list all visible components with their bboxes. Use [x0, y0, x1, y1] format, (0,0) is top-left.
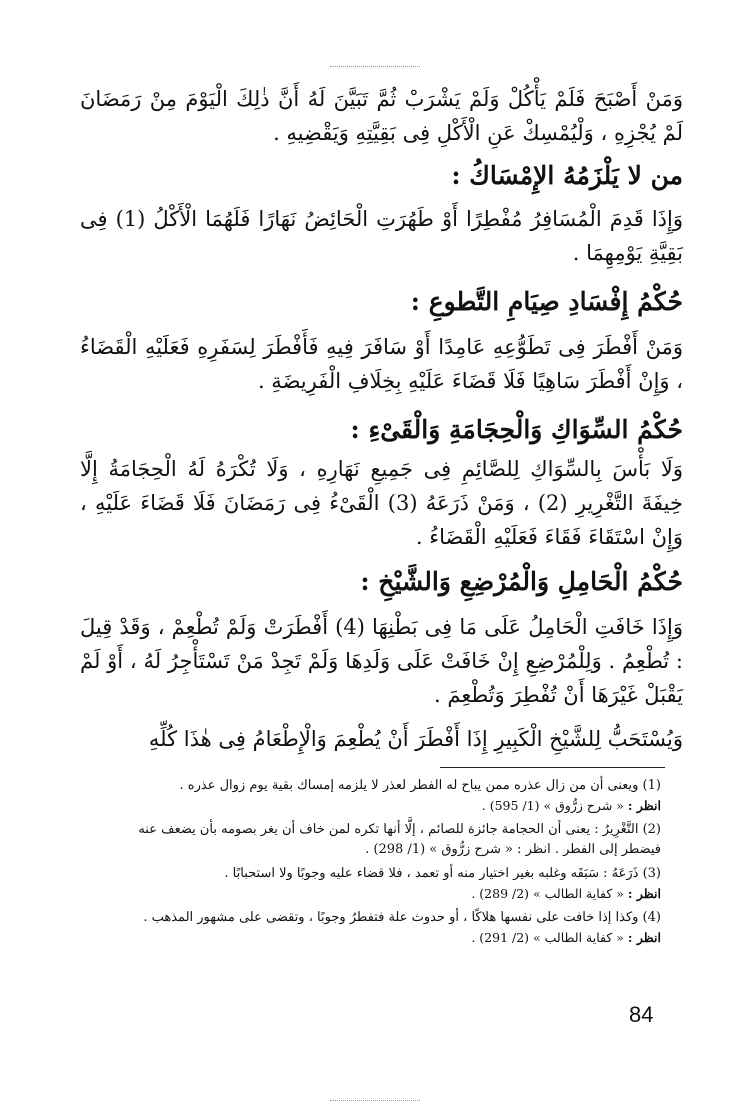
footnote-4: (4) وكذا إذا خافت على نفسها هلاكًا ، أو حدوث علة فتفطرُ وجوبًا ، وتقضى على مشهور المذهب . [143, 910, 661, 925]
paragraph-3: وَمَنْ أَفْطَرَ فِى تَطَوُّعِهِ عَامِدًا أَوْ سَافَرَ فِيهِ فَأَفْطَرَ لِسَفَرِهِ فَعَلَيْهِ الْقَضَاءُ ، وَإِنْ أَفْطَرَ سَاهِيًا فَلَا قَضَاءَ عَلَيْهِ بِخِلَافِ الْفَرِيضَةِ . [80, 335, 683, 393]
footnote-1-reference [95, 796, 661, 816]
heading-voluntary-fast: حُكْمُ إِفْسَادِ صِيَامِ التَّطوعِ : [410, 287, 683, 316]
heading-no-imsak: من لا يَلْزَمُهُ الإِمْسَاكُ : [451, 161, 683, 190]
page-number: 84 [629, 1002, 654, 1027]
paragraph-6: وَيُسْتَحَبُّ لِلشَّيْخِ الْكَبِيرِ إِذَا أَفْطَرَ أَنْ يُطْعِمَ وَالْإِطْعَامُ فِى هٰذَا كُلِّهِ [148, 727, 683, 751]
footnote-1-ref-label: انظر : [627, 798, 661, 813]
bottom-dotted-mark [330, 1100, 420, 1101]
heading-pregnant-nursing: حُكْمُ الْحَامِلِ وَالْمُرْضِعِ وَالشَّيْخِ : [360, 567, 683, 596]
footnote-4-reference [95, 928, 661, 948]
heading-siwak-hijama: حُكْمُ السِّوَاكِ وَالْحِجَامَةِ وَالْقَىْءِ : [350, 415, 683, 444]
footnote-3: (3) ذَرَعَهُ : سَبَقَه وغلبه بغير اختيار منه أو تعمد ، فلا قضاء عليه وجوبًا ولا استحبابًا . [224, 866, 661, 881]
footnote-3-ref-label: انظر : [627, 886, 661, 901]
top-dotted-mark [330, 66, 420, 67]
paragraph-1: وَمَنْ أَصْبَحَ فَلَمْ يَأْكُلْ وَلَمْ يَشْرَبْ ثُمَّ تَبَيَّنَ لَهُ أَنَّ ذٰلِكَ الْيَوْمَ مِنْ رَمَضَانَ لَمْ يُجْزِهِ ، وَلْيُمْسِكْ عَنِ الْأَكْلِ فِى بَقِيَّتِهِ وَيَقْضِيهِ . [80, 87, 683, 145]
footnote-4-ref-source: « كفاية الطالب » (2/ 291) . [471, 930, 624, 945]
paragraph-2: وَإِذَا قَدِمَ الْمُسَافِرُ مُفْطِرًا أَوْ طَهُرَتِ الْحَائِضُ نَهَارًا فَلَهُمَا الْأَكْلُ (1) فِى بَقِيَّةِ يَوْمِهِمَا . [80, 207, 683, 265]
footnotes [95, 776, 661, 952]
footnote-2: (2) التَّغْرِيرُ : يعنى أن الحجامة جائزة للصائم ، إلَّا أنها تكره لمن خاف أن يغر بصومه بأن يضعف عنه فيضطر إلى الفطر . انظر : « شرح زرُّوق » (1/ 298) . [138, 822, 661, 857]
footnote-4-ref-label: انظر : [627, 930, 661, 945]
paragraph-5: وَإِذَا خَافَتِ الْحَامِلُ عَلَى مَا فِى بَطْنِهَا (4) أَفْطَرَتْ وَلَمْ تُطْعِمْ ، وَقَدْ قِيلَ : تُطْعِمُ . وَلِلْمُرْضِعِ إِنْ خَافَتْ عَلَى وَلَدِهَا وَلَمْ تَجِدْ مَنْ تَسْتَأْجِرُ لَهُ ، أَوْ لَمْ يَقْبَلْ غَيْرَهَا أَنْ تُفْطِرَ وَتُطْعِمَ . [80, 615, 684, 707]
footnote-1: (1) ويعنى أن من زال عذره ممن يباح له الفطر لعذر لا يلزمه إمساك بقية يوم زوال عذره . [179, 778, 661, 793]
footnote-separator [440, 767, 665, 768]
footnote-3-reference [95, 884, 661, 904]
paragraph-4: وَلَا بَأْسَ بِالسِّوَاكِ لِلصَّائِمِ فِى جَمِيعِ نَهَارِهِ ، وَلَا تُكْرَهُ لَهُ الْحِجَامَةُ إِلَّا خِيفَةَ التَّغْرِيرِ (2) ، وَمَنْ ذَرَعَهُ (3) الْقَىْءُ فِى رَمَضَانَ فَلَا قَضَاءَ عَلَيْهِ ، وَإِنْ اسْتَقَاءَ فَقَاءَ فَعَلَيْهِ الْقَضَاءُ . [80, 457, 683, 549]
footnote-1-ref-source: « شرح زرُّوق » (1/ 595) . [481, 798, 624, 813]
footnote-3-ref-source: « كفاية الطالب » (2/ 289) . [471, 886, 624, 901]
